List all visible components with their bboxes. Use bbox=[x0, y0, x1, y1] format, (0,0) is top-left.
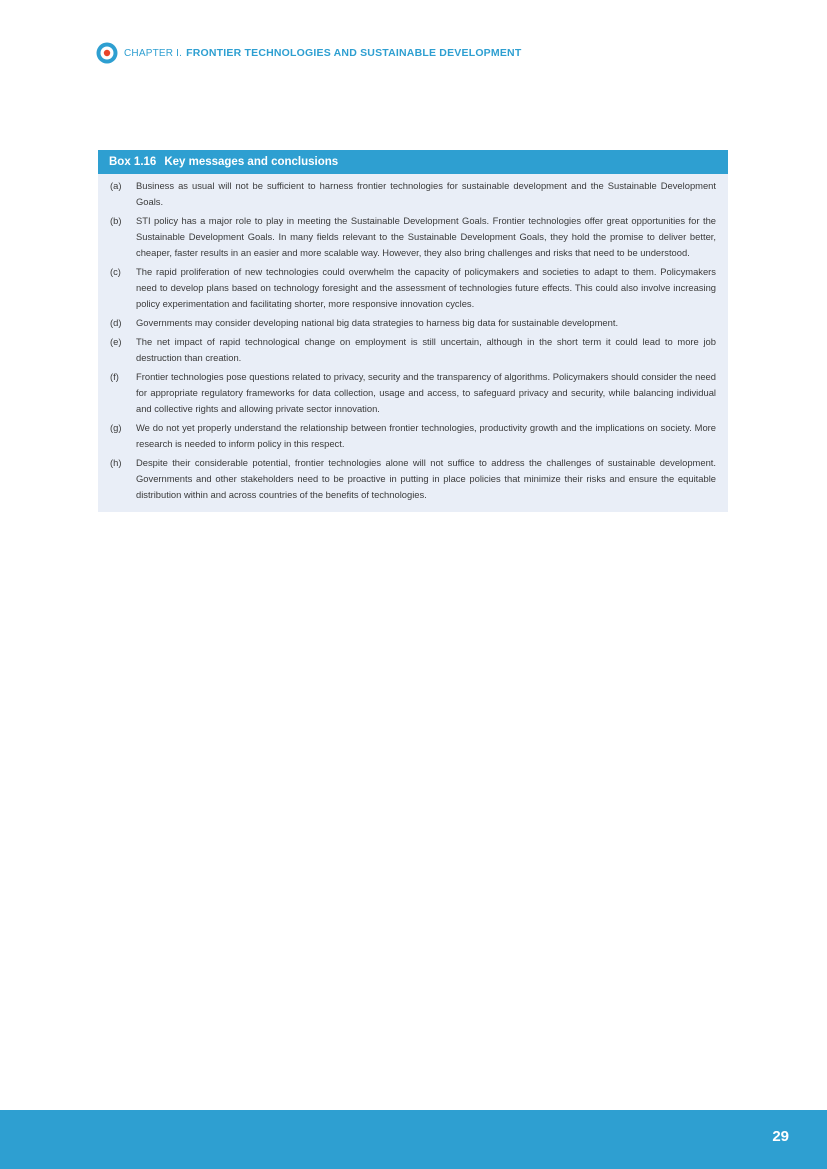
item-label: (a) bbox=[110, 180, 122, 191]
running-header bbox=[96, 42, 521, 64]
list-item bbox=[110, 264, 716, 312]
item-text: We do not yet properly understand the relationship between frontier technologies, productivity growth and the implications on society. More research is needed to inform policy in this respect. bbox=[136, 422, 716, 449]
item-text: Despite their considerable potential, frontier technologies alone will not suffice to address the challenges of sustainable development. Governments and other stakeholders need to be proactive in putting in place policies that minimize their risks and ensure the equitable distribution within and across countries of the benefits of technologies. bbox=[136, 457, 716, 500]
list-item bbox=[110, 420, 716, 452]
item-text: Business as usual will not be sufficient to harness frontier technologies for sustainable development and the Sustainable Development Goals. bbox=[136, 180, 716, 207]
page-number: 29 bbox=[772, 1128, 789, 1145]
list-item bbox=[110, 178, 716, 210]
item-label: (g) bbox=[110, 422, 122, 433]
chapter-target-icon bbox=[96, 42, 118, 64]
list-item bbox=[110, 455, 716, 503]
page-footer-bar bbox=[0, 1110, 827, 1169]
conclusions-list bbox=[98, 174, 728, 503]
item-label: (d) bbox=[110, 317, 122, 328]
chapter-title: FRONTIER TECHNOLOGIES AND SUSTAINABLE DEVELOPMENT bbox=[186, 47, 522, 59]
box-header bbox=[98, 150, 728, 174]
item-text: Frontier technologies pose questions related to privacy, security and the transparency of algorithms. Policymakers should consider the need for appropriate regulatory frameworks for data collection, usage and access, to safeguard privacy and security, while balancing individual and collective rights and allowing private sector innovation. bbox=[136, 371, 716, 414]
chapter-label: CHAPTER I. bbox=[124, 47, 183, 59]
item-label: (b) bbox=[110, 215, 122, 226]
list-item bbox=[110, 369, 716, 417]
key-messages-box bbox=[98, 150, 728, 512]
item-text: The net impact of rapid technological change on employment is still uncertain, although in the short term it could lead to more job destruction than creation. bbox=[136, 336, 716, 363]
box-number: Box 1.16 bbox=[109, 156, 157, 168]
item-label: (e) bbox=[110, 336, 122, 347]
item-text: Governments may consider developing national big data strategies to harness big data for sustainable development. bbox=[136, 317, 619, 328]
list-item bbox=[110, 334, 716, 366]
item-label: (c) bbox=[110, 266, 121, 277]
item-label: (f) bbox=[110, 371, 119, 382]
list-item bbox=[110, 315, 716, 331]
box-title: Key messages and conclusions bbox=[164, 156, 339, 168]
item-text: STI policy has a major role to play in meeting the Sustainable Development Goals. Frontier technologies offer great opportunities for the Sustainable Development Goals. In many fields relevant to the Sustainable Development Goals, they hold the promise to deliver better, cheaper, faster results in an easier and more scalable way. However, they also bring challenges and risks that need to be understood. bbox=[136, 215, 716, 258]
item-label: (h) bbox=[110, 457, 122, 468]
list-item bbox=[110, 213, 716, 261]
item-text: The rapid proliferation of new technologies could overwhelm the capacity of policymakers and societies to adapt to them. Policymakers need to develop plans based on technology foresight and the assessment of technologies future effects. This could also involve increasing policy experimentation and facilitating shorter, more responsive innovation cycles. bbox=[136, 266, 716, 309]
